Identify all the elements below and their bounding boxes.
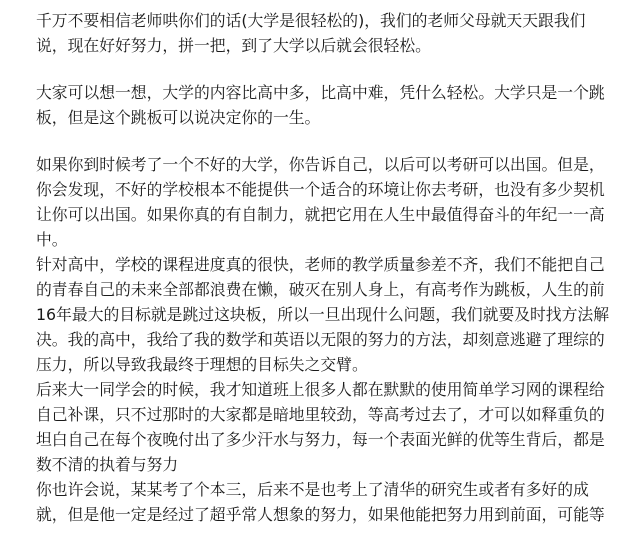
text-line: 就，但是他一定是经过了超乎常人想象的努力，如果他能把努力用到前面，可能等 <box>36 505 605 524</box>
text-line: 决。我的高中，我给了我的数学和英语以无限的努力的方法，却刻意逃避了理综的 <box>36 330 605 349</box>
paragraph-3 <box>36 152 636 527</box>
article-body <box>36 8 636 527</box>
paragraph-2 <box>36 80 636 130</box>
text-line: 如果你到时候考了一个不好的大学，你告诉自己，以后可以考研可以出国。但是， <box>36 155 605 174</box>
text-line: 你会发现，不好的学校根本不能提供一个适合的环境让你去考研，也没有多少契机 <box>36 180 605 199</box>
paragraph-spacer <box>36 58 636 80</box>
text-line: 让你可以出国。如果你真的有自制力，就把它用在人生中最值得奋斗的年纪一一高 <box>36 205 605 224</box>
text-line: 后来大一同学会的时候，我才知道班上很多人都在默默的使用简单学习网的课程给 <box>36 380 605 399</box>
text-line: 大家可以想一想，大学的内容比高中多，比高中难，凭什么轻松。大学只是一个跳 <box>36 83 605 102</box>
text-line: 针对高中，学校的课程进度真的很快，老师的教学质量参差不齐，我们不能把自己 <box>36 255 605 274</box>
text-line: 千万不要相信老师哄你们的话(大学是很轻松的)，我们的老师父母就天天跟我们 <box>36 11 586 30</box>
paragraph-1 <box>36 8 636 58</box>
text-line: 板，但是这个跳板可以说决定你的一生。 <box>36 108 321 127</box>
text-line: 说，现在好好努力，拼一把，到了大学以后就会很轻松。 <box>36 36 431 55</box>
text-line: 中。 <box>36 230 68 249</box>
text-line: 数不清的执着与努力 <box>36 455 179 474</box>
text-line: 自己补课，只不过那时的大家都是暗地里较劲，等高考过去了，才可以如释重负的 <box>36 405 605 424</box>
text-line: 16年最大的目标就是跳过这块板，所以一旦出现什么问题，我们就要及时找方法解 <box>36 305 609 324</box>
text-line: 坦白自己在每个夜晚付出了多少汗水与努力，每一个表面光鲜的优等生背后，都是 <box>36 430 605 449</box>
text-line: 压力，所以导致我最终于理想的目标失之交臂。 <box>36 355 368 374</box>
text-line: 你也许会说，某某考了个本三，后来不是也考上了清华的研究生或者有多好的成 <box>36 480 589 499</box>
paragraph-spacer <box>36 130 636 152</box>
text-line: 的青春自己的未来全部都浪费在懒，破灭在别人身上，有高考作为跳板，人生的前 <box>36 280 605 299</box>
